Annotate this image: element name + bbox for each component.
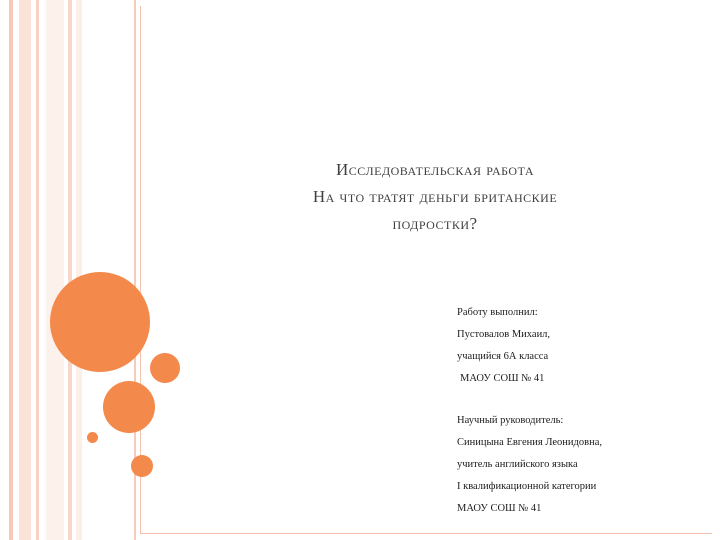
decorative-stripe	[76, 0, 82, 540]
title-line-1: Исследовательская работа	[335, 160, 534, 179]
supervisor-name: Синицына Евгения Леонидовна,	[457, 437, 602, 448]
supervisor-heading: Научный руководитель:	[457, 415, 564, 426]
decorative-circle	[150, 353, 180, 383]
decorative-circle	[103, 381, 155, 433]
decorative-stripe	[36, 0, 39, 540]
decorative-stripe	[19, 0, 31, 540]
slide-title	[200, 156, 670, 237]
supervisor-category: I квалификационной категории	[457, 481, 597, 492]
supervisor-position: учитель английского языка	[457, 459, 578, 470]
author-school: МАОУ СОШ № 41	[460, 373, 545, 384]
title-line-3: подростки?	[392, 214, 478, 233]
title-line-2: На что тратят деньги британские	[312, 187, 558, 206]
supervisor-school: МАОУ СОШ № 41	[457, 503, 542, 514]
decorative-circle	[87, 432, 98, 443]
author-name: Пустовалов Михаил,	[457, 329, 551, 340]
author-heading: Работу выполнил:	[457, 307, 538, 318]
decorative-circle	[131, 455, 153, 477]
author-info	[457, 302, 707, 520]
author-class: учащийся 6А класса	[457, 351, 549, 362]
decorative-stripe	[9, 0, 13, 540]
decorative-circle	[50, 272, 150, 372]
decorative-stripe	[68, 0, 72, 540]
decorative-stripe	[46, 0, 64, 540]
